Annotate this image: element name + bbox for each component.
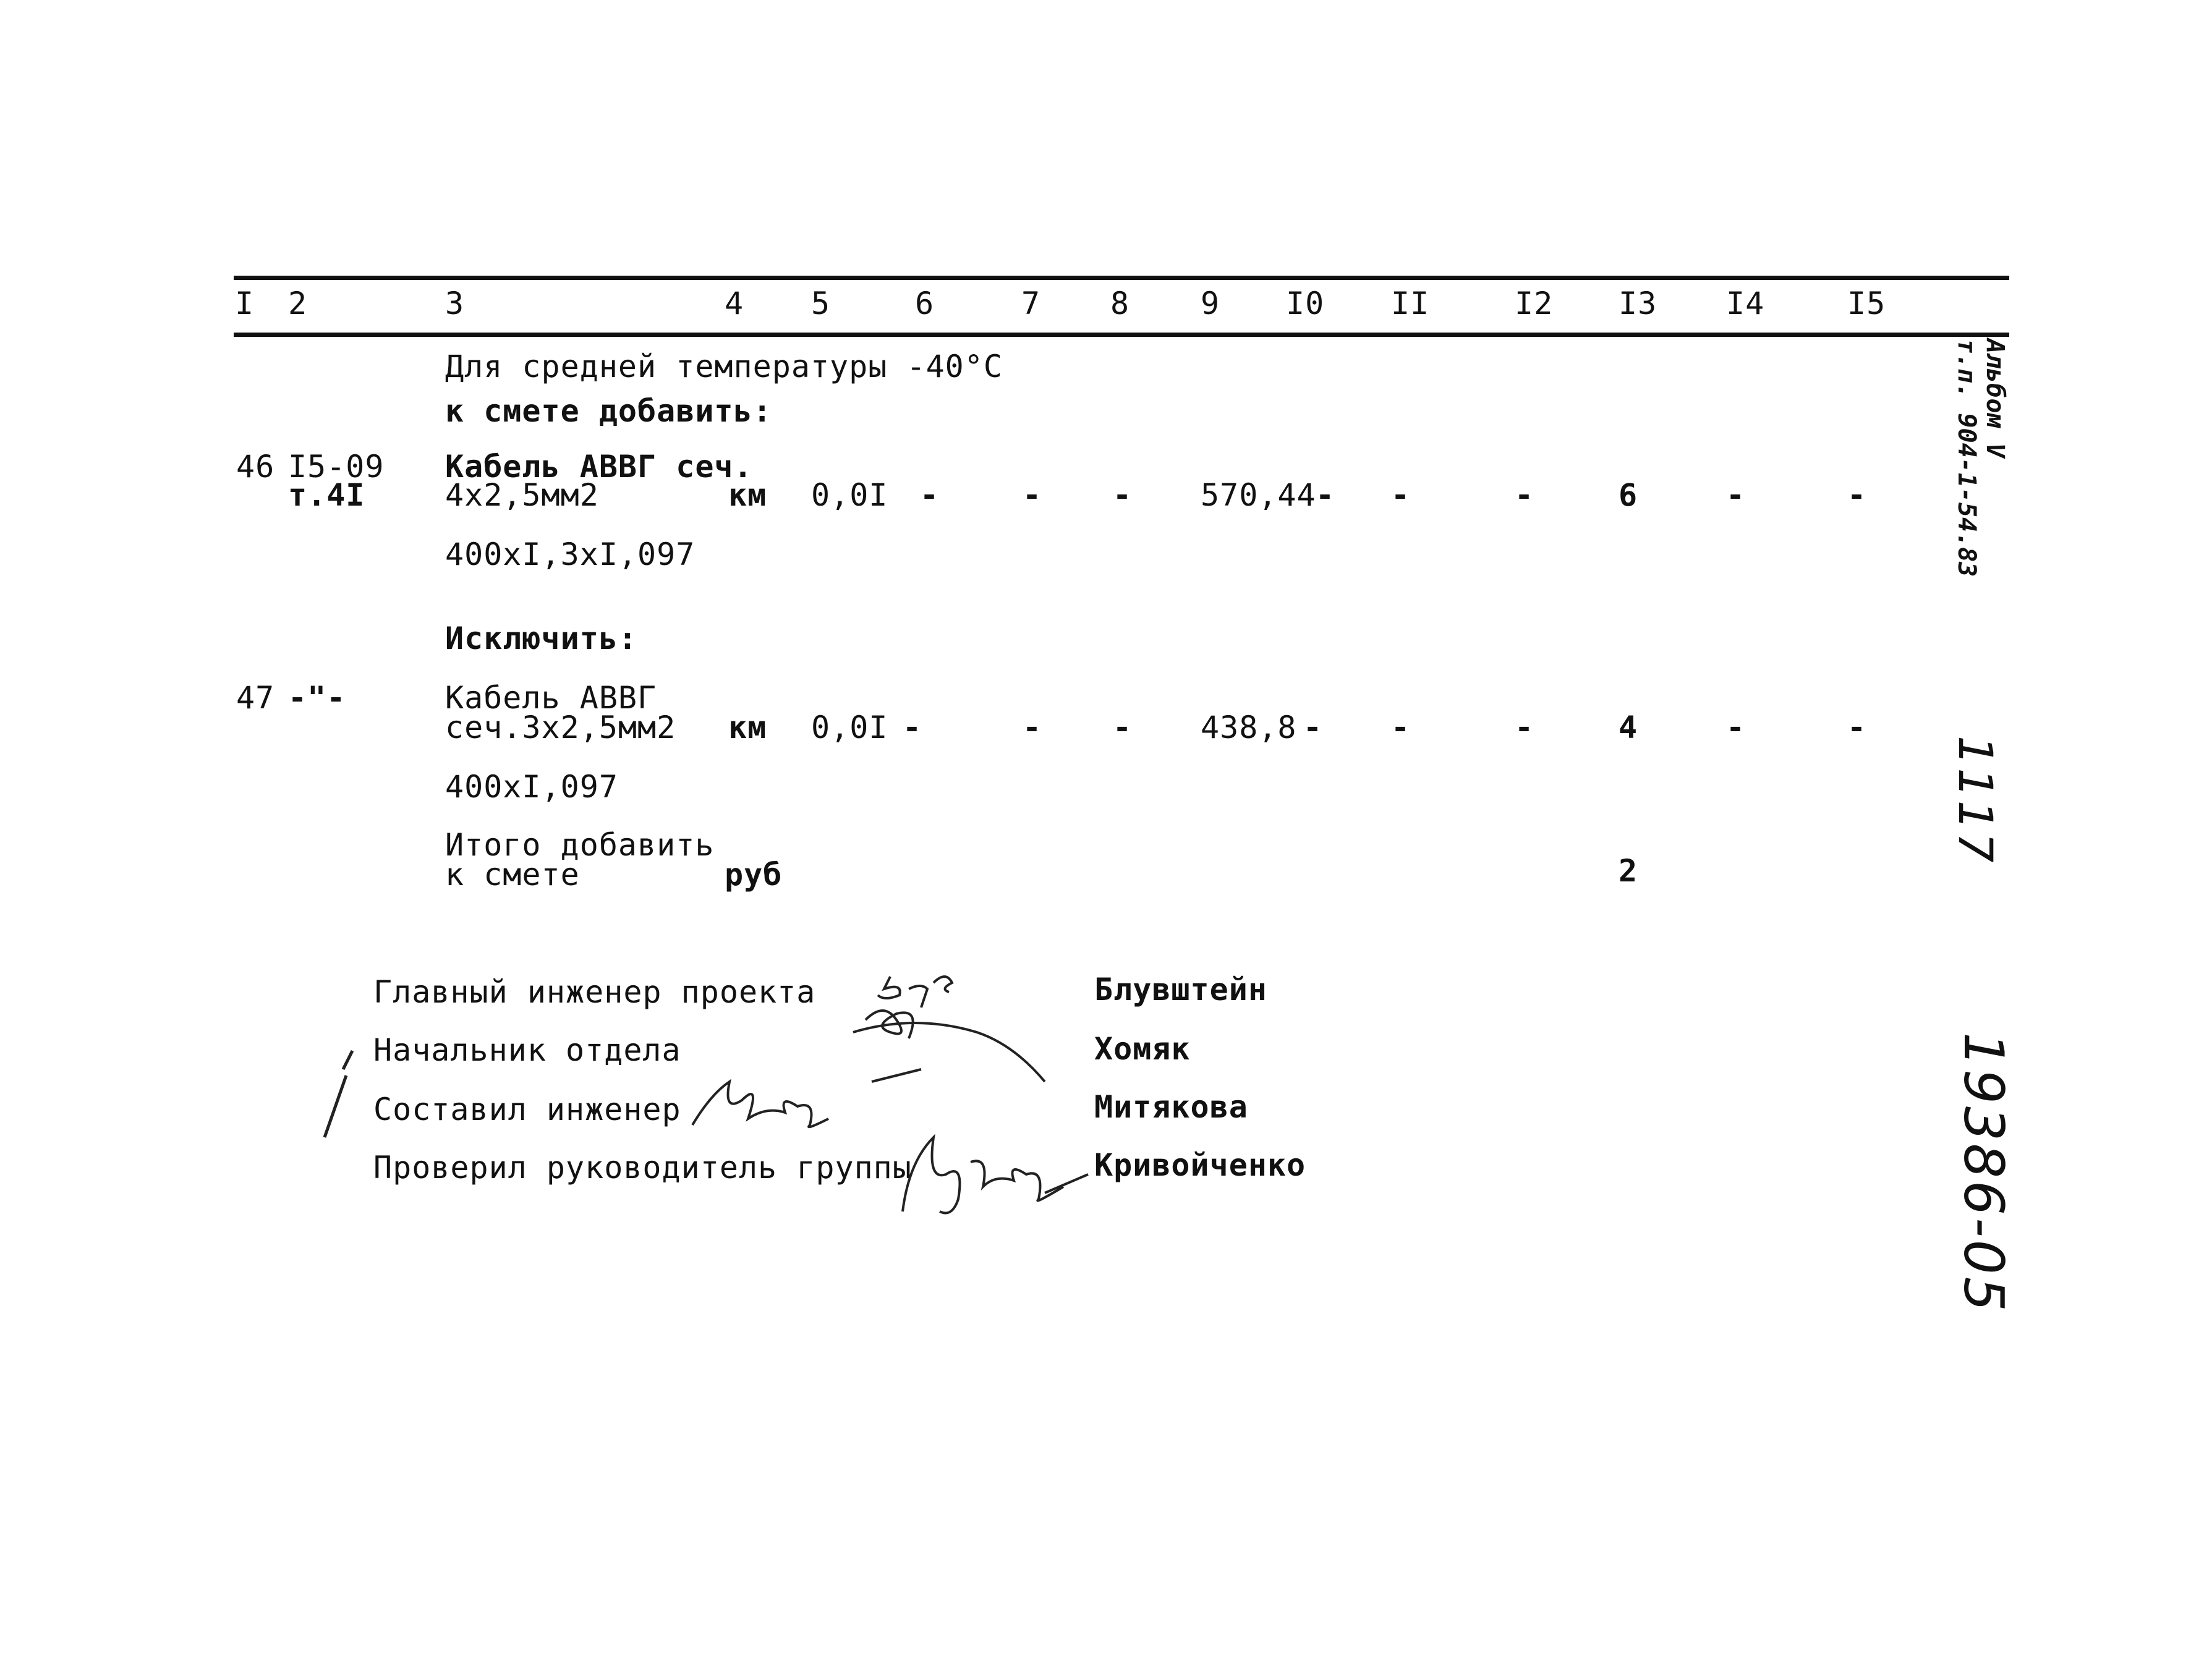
header-col-8: 8 (1110, 286, 1130, 321)
total-label-line1: Итого добавить (445, 827, 715, 863)
signature-role-compiler: Составил инженер (373, 1092, 681, 1127)
signature-name-checker: Кривойченко (1094, 1147, 1306, 1183)
row-col6: - (920, 477, 940, 513)
row-number: 47 (236, 680, 275, 716)
margin-note-line1: Альбом V (1981, 339, 2009, 458)
margin-note-album (1952, 339, 2009, 577)
row-col14: - (1726, 710, 1746, 745)
header-col-12: I2 (1515, 286, 1554, 321)
total-unit: руб (725, 857, 783, 893)
header-col-10: I0 (1286, 286, 1325, 321)
total-value: 2 (1619, 853, 1638, 889)
row-name-line2: 4x2,5мм2 (445, 477, 599, 513)
row-col7: - (1023, 477, 1042, 513)
margin-note-line2: т.п. 904-1-54.83 (1952, 339, 1981, 577)
signature-role-checker: Проверил руководитель группы (373, 1150, 912, 1186)
row-col8: - (1113, 710, 1133, 745)
header-col-13: I3 (1619, 286, 1657, 321)
exclude-label: Исключить: (445, 621, 638, 656)
header-col-5: 5 (811, 286, 831, 321)
row-col12: - (1515, 710, 1534, 745)
header-bottom-rule (234, 333, 2009, 337)
signature-name-compiler: Митякова (1094, 1089, 1248, 1125)
header-col-7: 7 (1021, 286, 1041, 321)
row-col13: 4 (1619, 710, 1638, 745)
row-number: 46 (236, 449, 275, 485)
row-col15: - (1847, 710, 1867, 745)
row-col9: 570,44 (1201, 477, 1316, 513)
row-col12: - (1515, 477, 1534, 513)
row-col9: 438,8 (1201, 710, 1297, 745)
header-col-2: 2 (288, 286, 308, 321)
header-col-14: I4 (1726, 286, 1765, 321)
header-top-rule (234, 276, 2009, 280)
row-col11: - (1391, 710, 1411, 745)
row-col13: 6 (1619, 477, 1638, 513)
row-qty: 0,0I (811, 710, 888, 745)
handwritten-signature-3 (890, 1125, 1100, 1224)
section-note-line2: к смете добавить: (445, 393, 772, 429)
row-name-line1: Кабель АВВГ сеч. (445, 449, 753, 485)
row-unit: км (728, 710, 767, 745)
header-col-15: I5 (1847, 286, 1886, 321)
header-col-9: 9 (1201, 286, 1220, 321)
signature-name-chief-engineer: Блувштейн (1094, 972, 1267, 1008)
row-formula: 400xI,3xI,097 (445, 537, 696, 572)
row-code-line1: I5-09 (288, 449, 385, 485)
row-col15: - (1847, 477, 1867, 513)
header-col-11: II (1391, 286, 1430, 321)
row-col7: - (1023, 710, 1042, 745)
header-col-4: 4 (725, 286, 744, 321)
total-label-line2: к смете (445, 857, 580, 893)
row-col6: - (903, 710, 922, 745)
page-number: 1117 (1948, 736, 2003, 865)
row-col10: - (1303, 710, 1323, 745)
row-col8: - (1113, 477, 1133, 513)
margin-stroke (315, 1045, 365, 1143)
row-code-line1: -"- (288, 680, 346, 716)
row-col11: - (1391, 477, 1411, 513)
signature-role-chief-engineer: Главный инженер проекта (373, 974, 816, 1010)
header-col-3: 3 (445, 286, 465, 321)
signature-name-head-of-department: Хомяк (1094, 1031, 1191, 1067)
signature-role-head-of-department: Начальник отдела (373, 1032, 681, 1068)
row-name-line1: Кабель АВВГ (445, 680, 657, 716)
document-number: 19386-05 (1952, 1032, 2015, 1314)
header-col-6: 6 (915, 286, 935, 321)
row-col10: - (1316, 477, 1335, 513)
header-col-1: I (235, 286, 255, 321)
row-qty: 0,0I (811, 477, 888, 513)
row-unit: км (728, 477, 767, 513)
row-formula: 400xI,097 (445, 769, 618, 805)
row-code-line2: т.4I (288, 477, 365, 513)
row-name-line2: сеч.3x2,5мм2 (445, 710, 676, 745)
row-col14: - (1726, 477, 1746, 513)
section-note-line1: Для средней температуры -40°С (445, 349, 1003, 384)
